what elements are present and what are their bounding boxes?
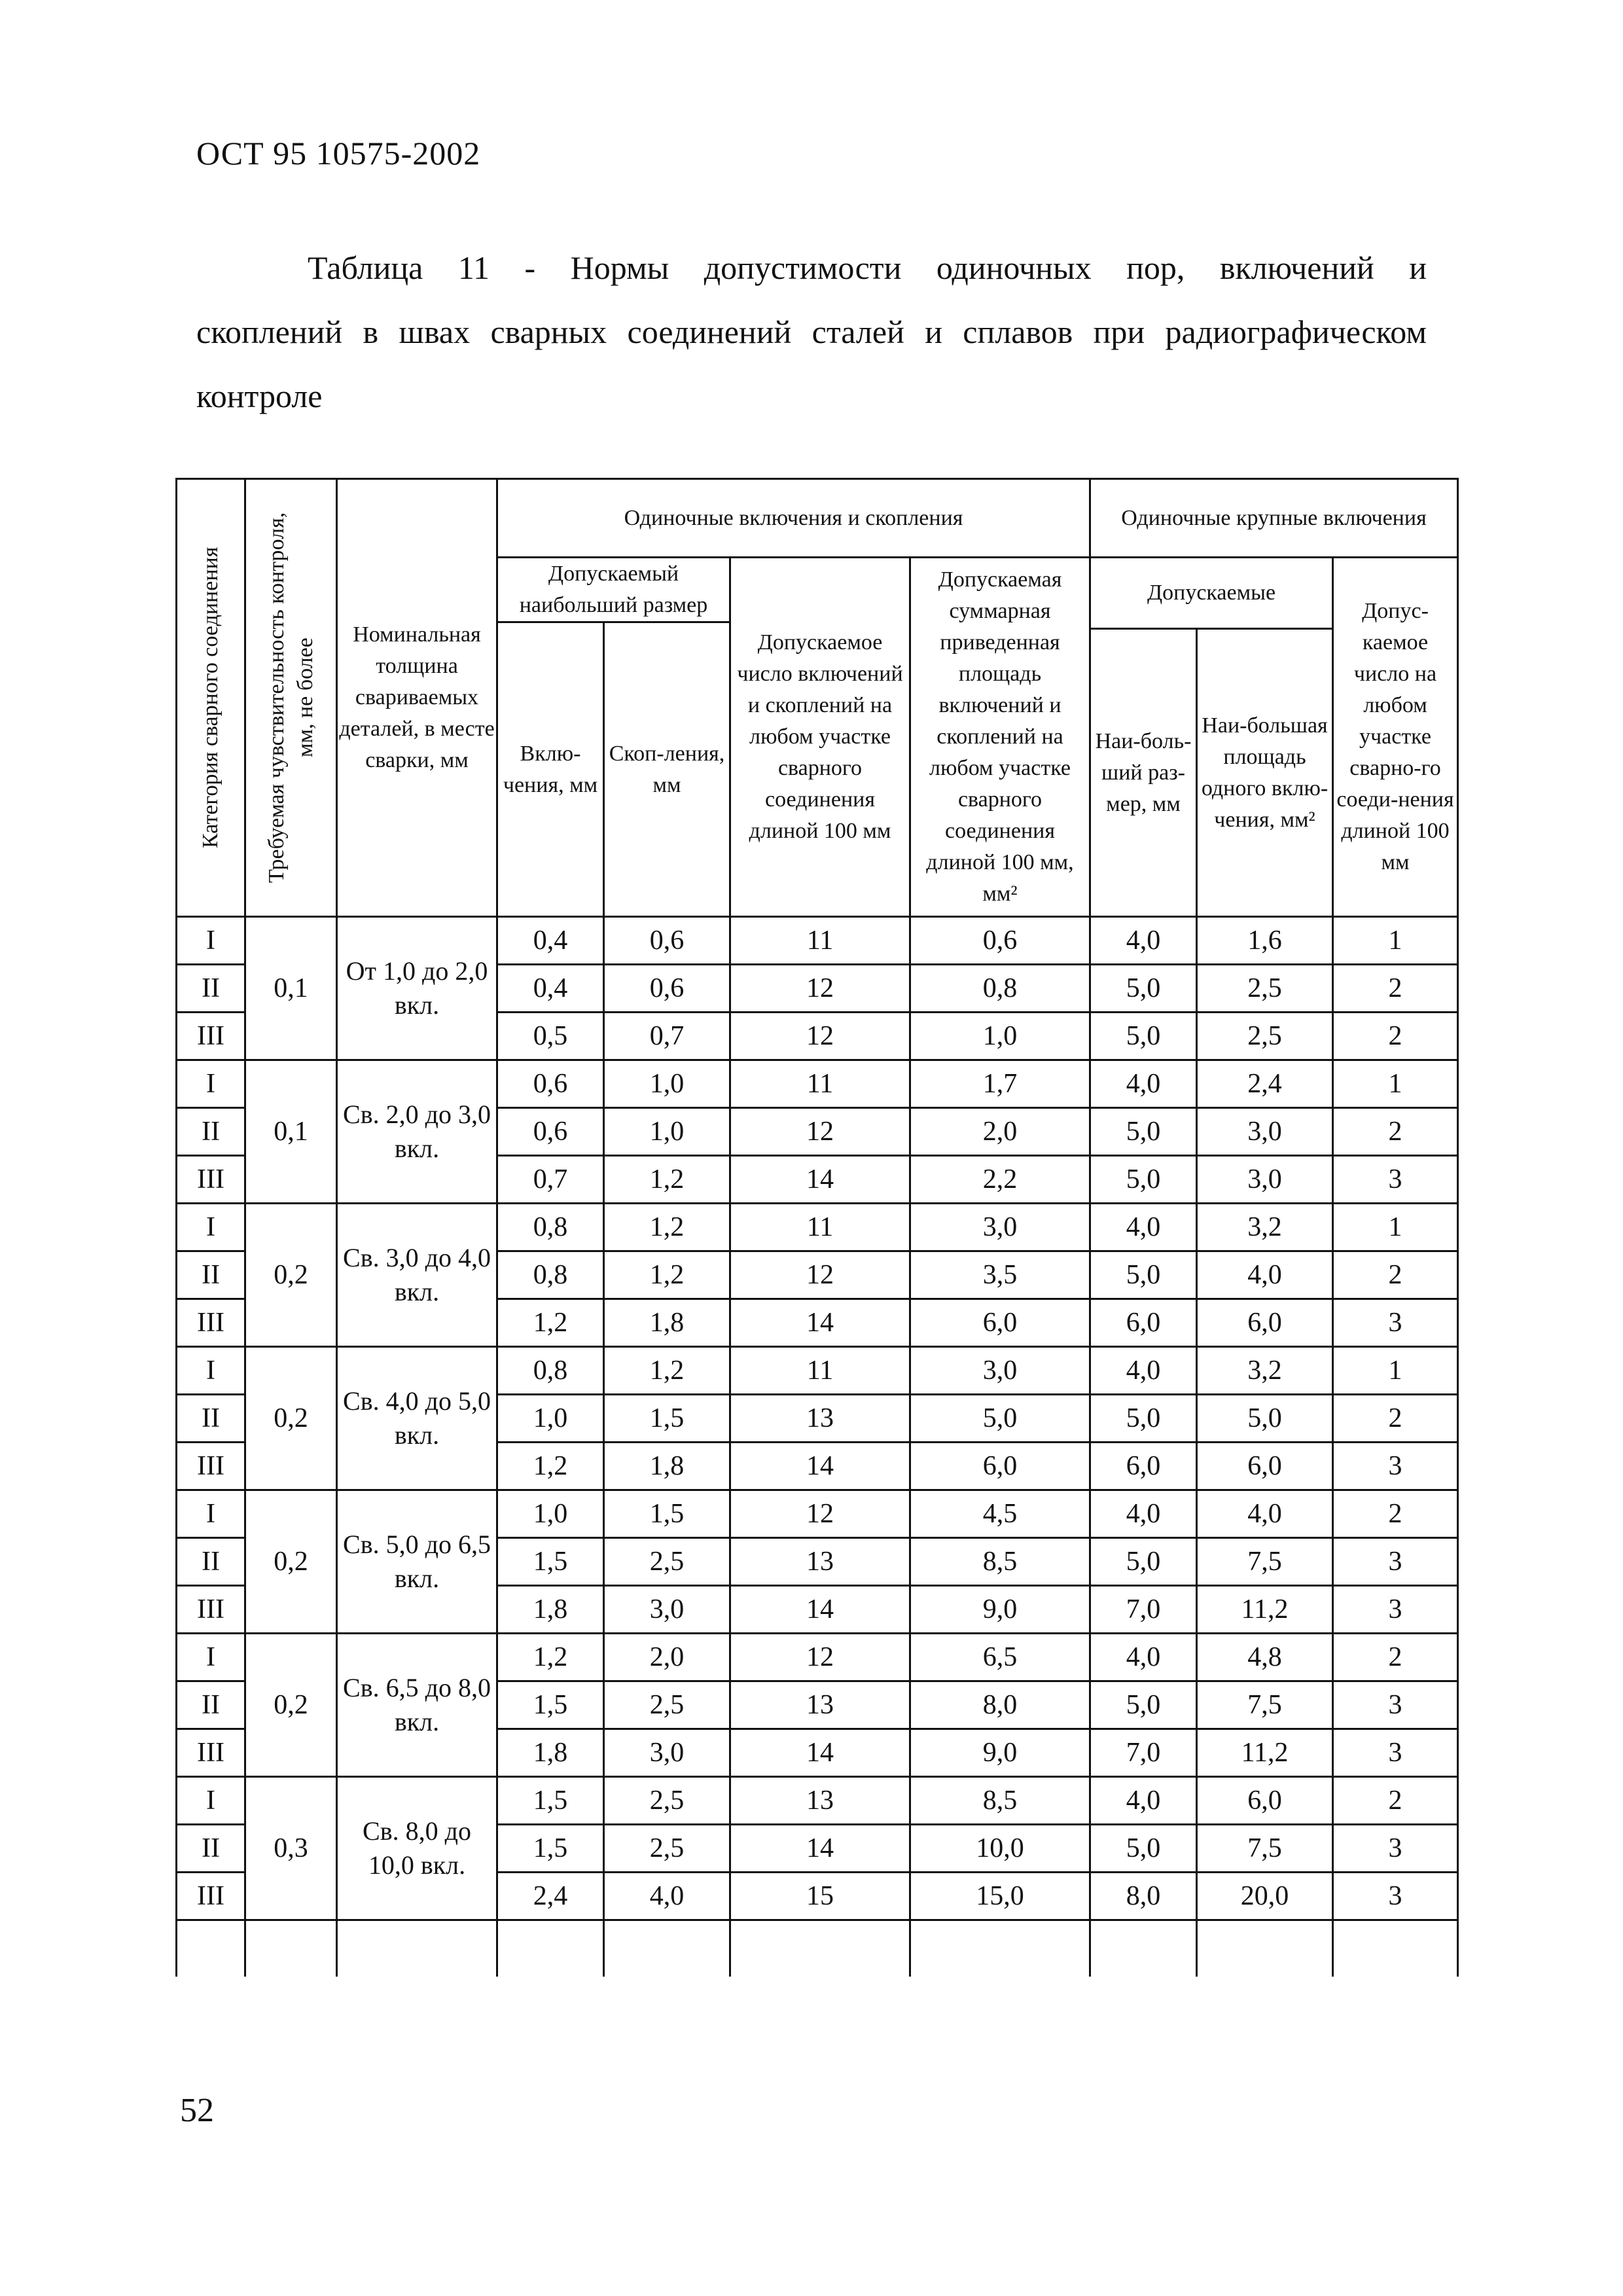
clusters-cell: 2,5 (604, 1681, 730, 1729)
category-cell: III (177, 1013, 245, 1060)
large-size-cell: 5,0 (1090, 1156, 1197, 1204)
sensitivity-cell: 0,2 (245, 1204, 337, 1347)
col-header-clusters: Скоп-ления, мм (604, 622, 730, 917)
clusters-cell: 0,7 (604, 1013, 730, 1060)
table-tail-cell (245, 1920, 337, 1977)
large-area-cell: 3,2 (1197, 1204, 1333, 1251)
thickness-cell: Св. 8,0 до 10,0 вкл. (337, 1777, 497, 1920)
clusters-cell: 3,0 (604, 1586, 730, 1634)
count-cell: 14 (730, 1729, 910, 1777)
clusters-cell: 2,5 (604, 1538, 730, 1586)
area-cell: 6,0 (910, 1299, 1090, 1347)
category-cell: III (177, 1586, 245, 1634)
category-cell: I (177, 1634, 245, 1681)
count-cell: 11 (730, 1060, 910, 1108)
thickness-cell: Св. 5,0 до 6,5 вкл. (337, 1490, 497, 1634)
inclusions-cell: 1,5 (497, 1538, 604, 1586)
large-count-cell: 3 (1333, 1156, 1458, 1204)
category-cell: III (177, 1156, 245, 1204)
inclusions-cell: 1,8 (497, 1729, 604, 1777)
area-cell: 0,8 (910, 965, 1090, 1013)
large-size-cell: 4,0 (1090, 1204, 1197, 1251)
large-size-cell: 7,0 (1090, 1729, 1197, 1777)
category-cell: I (177, 1347, 245, 1395)
area-cell: 10,0 (910, 1825, 1090, 1873)
large-area-cell: 1,6 (1197, 917, 1333, 965)
large-area-cell: 11,2 (1197, 1729, 1333, 1777)
clusters-cell: 1,0 (604, 1060, 730, 1108)
col-header-area: Допускаемая суммарная приведенная площадь включений и скоплений на любом участке сварного соединения длиной 100 мм, мм² (910, 558, 1090, 917)
col-header-large-area: Наи-большая площадь одного вклю-чения, мм² (1197, 629, 1333, 917)
inclusions-cell: 1,5 (497, 1825, 604, 1873)
large-count-cell: 1 (1333, 1060, 1458, 1108)
large-area-cell: 4,8 (1197, 1634, 1333, 1681)
thickness-cell: От 1,0 до 2,0 вкл. (337, 917, 497, 1060)
category-cell: I (177, 1060, 245, 1108)
inclusions-cell: 0,8 (497, 1251, 604, 1299)
inclusions-cell: 2,4 (497, 1873, 604, 1920)
category-header-text: Категория сварного соединения (198, 547, 223, 849)
area-cell: 9,0 (910, 1586, 1090, 1634)
clusters-cell: 1,0 (604, 1108, 730, 1156)
inclusions-cell: 1,2 (497, 1299, 604, 1347)
clusters-cell: 0,6 (604, 965, 730, 1013)
large-count-cell: 2 (1333, 1013, 1458, 1060)
large-size-cell: 4,0 (1090, 1777, 1197, 1825)
count-cell: 13 (730, 1777, 910, 1825)
inclusions-cell: 1,2 (497, 1443, 604, 1490)
large-count-cell: 2 (1333, 1251, 1458, 1299)
area-cell: 6,5 (910, 1634, 1090, 1681)
large-size-cell: 5,0 (1090, 1681, 1197, 1729)
large-area-cell: 6,0 (1197, 1777, 1333, 1825)
category-cell: III (177, 1299, 245, 1347)
table-row (177, 1777, 1458, 1825)
col-header-sensitivity (245, 479, 337, 917)
large-count-cell: 3 (1333, 1443, 1458, 1490)
count-cell: 12 (730, 1108, 910, 1156)
inclusions-cell: 1,8 (497, 1586, 604, 1634)
norms-table (175, 478, 1459, 1977)
clusters-cell: 4,0 (604, 1873, 730, 1920)
group-header-max-size: Допускаемый наибольший размер (497, 558, 730, 622)
inclusions-cell: 0,8 (497, 1347, 604, 1395)
large-size-cell: 6,0 (1090, 1443, 1197, 1490)
col-header-count: Допускаемое число включений и скоплений на любом участке сварного соединения длиной 100 мм (730, 558, 910, 917)
inclusions-cell: 1,5 (497, 1681, 604, 1729)
area-cell: 8,5 (910, 1538, 1090, 1586)
count-cell: 11 (730, 917, 910, 965)
clusters-cell: 1,5 (604, 1490, 730, 1538)
large-count-cell: 2 (1333, 965, 1458, 1013)
table-tail-cell (1197, 1920, 1333, 1977)
table-row (177, 1634, 1458, 1681)
area-cell: 3,5 (910, 1251, 1090, 1299)
large-area-cell: 7,5 (1197, 1538, 1333, 1586)
large-count-cell: 2 (1333, 1634, 1458, 1681)
area-cell: 2,2 (910, 1156, 1090, 1204)
area-cell: 1,0 (910, 1013, 1090, 1060)
count-cell: 12 (730, 1634, 910, 1681)
sensitivity-header-text: Требуемая чувствительность контроля, мм, не более (264, 512, 317, 884)
table-caption (196, 236, 1427, 428)
sensitivity-cell: 0,1 (245, 917, 337, 1060)
caption-line-1: Таблица 11 - Нормы допустимости одиночных пор, включений и (308, 249, 1427, 286)
category-cell: III (177, 1729, 245, 1777)
category-cell: II (177, 1825, 245, 1873)
large-size-cell: 4,0 (1090, 917, 1197, 965)
large-count-cell: 1 (1333, 1204, 1458, 1251)
large-size-cell: 6,0 (1090, 1299, 1197, 1347)
table-tail-cell (604, 1920, 730, 1977)
clusters-cell: 1,2 (604, 1347, 730, 1395)
large-size-cell: 7,0 (1090, 1586, 1197, 1634)
clusters-cell: 2,5 (604, 1777, 730, 1825)
count-cell: 13 (730, 1538, 910, 1586)
area-cell: 5,0 (910, 1395, 1090, 1443)
count-cell: 13 (730, 1681, 910, 1729)
thickness-cell: Св. 4,0 до 5,0 вкл. (337, 1347, 497, 1490)
table-row (177, 1490, 1458, 1538)
area-cell: 3,0 (910, 1204, 1090, 1251)
count-cell: 14 (730, 1156, 910, 1204)
large-area-cell: 6,0 (1197, 1299, 1333, 1347)
large-size-cell: 5,0 (1090, 1538, 1197, 1586)
large-area-cell: 2,5 (1197, 1013, 1333, 1060)
category-cell: II (177, 1251, 245, 1299)
inclusions-cell: 0,4 (497, 965, 604, 1013)
area-cell: 9,0 (910, 1729, 1090, 1777)
group-header-single: Одиночные включения и скопления (497, 479, 1090, 558)
large-area-cell: 4,0 (1197, 1251, 1333, 1299)
table-row (177, 1347, 1458, 1395)
count-cell: 12 (730, 1013, 910, 1060)
table-tail-row (177, 1920, 1458, 1977)
large-area-cell: 3,2 (1197, 1347, 1333, 1395)
table-tail-cell (1090, 1920, 1197, 1977)
large-size-cell: 5,0 (1090, 1013, 1197, 1060)
large-size-cell: 5,0 (1090, 1395, 1197, 1443)
count-cell: 12 (730, 1490, 910, 1538)
count-cell: 14 (730, 1586, 910, 1634)
category-cell: III (177, 1873, 245, 1920)
clusters-cell: 2,0 (604, 1634, 730, 1681)
area-cell: 2,0 (910, 1108, 1090, 1156)
sensitivity-cell: 0,1 (245, 1060, 337, 1204)
large-size-cell: 5,0 (1090, 1108, 1197, 1156)
table-tail-cell (337, 1920, 497, 1977)
category-cell: II (177, 1395, 245, 1443)
table-tail-cell (497, 1920, 604, 1977)
large-area-cell: 3,0 (1197, 1156, 1333, 1204)
caption-line-rest: скоплений в швах сварных соединений сталей и сплавов при радиографическом контроле (196, 314, 1427, 414)
category-cell: I (177, 1204, 245, 1251)
clusters-cell: 1,2 (604, 1251, 730, 1299)
area-cell: 8,0 (910, 1681, 1090, 1729)
area-cell: 3,0 (910, 1347, 1090, 1395)
category-cell: II (177, 1681, 245, 1729)
clusters-cell: 1,8 (604, 1443, 730, 1490)
thickness-cell: Св. 3,0 до 4,0 вкл. (337, 1204, 497, 1347)
inclusions-cell: 1,5 (497, 1777, 604, 1825)
large-area-cell: 20,0 (1197, 1873, 1333, 1920)
count-cell: 11 (730, 1347, 910, 1395)
large-count-cell: 3 (1333, 1538, 1458, 1586)
count-cell: 14 (730, 1825, 910, 1873)
large-size-cell: 5,0 (1090, 965, 1197, 1013)
large-count-cell: 3 (1333, 1729, 1458, 1777)
large-area-cell: 2,4 (1197, 1060, 1333, 1108)
category-cell: I (177, 917, 245, 965)
sensitivity-cell: 0,2 (245, 1634, 337, 1777)
inclusions-cell: 0,8 (497, 1204, 604, 1251)
clusters-cell: 3,0 (604, 1729, 730, 1777)
large-count-cell: 3 (1333, 1825, 1458, 1873)
category-cell: I (177, 1777, 245, 1825)
area-cell: 6,0 (910, 1443, 1090, 1490)
col-header-thickness: Номинальная толщина свариваемых деталей, в месте сварки, мм (337, 479, 497, 917)
count-cell: 15 (730, 1873, 910, 1920)
clusters-cell: 1,8 (604, 1299, 730, 1347)
count-cell: 14 (730, 1299, 910, 1347)
large-size-cell: 4,0 (1090, 1060, 1197, 1108)
large-count-cell: 3 (1333, 1873, 1458, 1920)
large-size-cell: 4,0 (1090, 1347, 1197, 1395)
table-tail-cell (910, 1920, 1090, 1977)
large-area-cell: 3,0 (1197, 1108, 1333, 1156)
large-size-cell: 5,0 (1090, 1825, 1197, 1873)
sensitivity-cell: 0,3 (245, 1777, 337, 1920)
clusters-cell: 1,2 (604, 1156, 730, 1204)
inclusions-cell: 0,6 (497, 1060, 604, 1108)
area-cell: 8,5 (910, 1777, 1090, 1825)
table-tail-cell (730, 1920, 910, 1977)
large-count-cell: 1 (1333, 1347, 1458, 1395)
large-area-cell: 7,5 (1197, 1825, 1333, 1873)
large-size-cell: 4,0 (1090, 1634, 1197, 1681)
group-header-large: Одиночные крупные включения (1090, 479, 1458, 558)
sensitivity-cell: 0,2 (245, 1490, 337, 1634)
clusters-cell: 1,5 (604, 1395, 730, 1443)
count-cell: 12 (730, 1251, 910, 1299)
group-header-allowed: Допускаемые (1090, 558, 1333, 629)
large-count-cell: 2 (1333, 1777, 1458, 1825)
large-area-cell: 2,5 (1197, 965, 1333, 1013)
document-code: ОСТ 95 10575-2002 (196, 135, 481, 171)
large-size-cell: 4,0 (1090, 1490, 1197, 1538)
thickness-cell: Св. 2,0 до 3,0 вкл. (337, 1060, 497, 1204)
table-row (177, 1060, 1458, 1108)
category-cell: II (177, 1108, 245, 1156)
large-size-cell: 5,0 (1090, 1251, 1197, 1299)
clusters-cell: 1,2 (604, 1204, 730, 1251)
col-header-large-size: Наи-боль-ший раз-мер, мм (1090, 629, 1197, 917)
col-header-large-count: Допус-каемое число на любом участке сварно-го соеди-нения длиной 100 мм (1333, 558, 1458, 917)
count-cell: 13 (730, 1395, 910, 1443)
count-cell: 12 (730, 965, 910, 1013)
sensitivity-cell: 0,2 (245, 1347, 337, 1490)
large-count-cell: 1 (1333, 917, 1458, 965)
large-count-cell: 3 (1333, 1586, 1458, 1634)
inclusions-cell: 0,6 (497, 1108, 604, 1156)
inclusions-cell: 1,0 (497, 1490, 604, 1538)
inclusions-cell: 1,2 (497, 1634, 604, 1681)
large-size-cell: 8,0 (1090, 1873, 1197, 1920)
category-cell: I (177, 1490, 245, 1538)
inclusions-cell: 0,5 (497, 1013, 604, 1060)
area-cell: 0,6 (910, 917, 1090, 965)
thickness-cell: Св. 6,5 до 8,0 вкл. (337, 1634, 497, 1777)
large-count-cell: 3 (1333, 1299, 1458, 1347)
page-number: 52 (180, 2092, 214, 2129)
area-cell: 15,0 (910, 1873, 1090, 1920)
table-tail-cell (177, 1920, 245, 1977)
col-header-category (177, 479, 245, 917)
table-body (177, 917, 1458, 1977)
area-cell: 4,5 (910, 1490, 1090, 1538)
norms-table-wrapper (175, 478, 1457, 1977)
clusters-cell: 2,5 (604, 1825, 730, 1873)
large-area-cell: 11,2 (1197, 1586, 1333, 1634)
large-count-cell: 3 (1333, 1681, 1458, 1729)
count-cell: 11 (730, 1204, 910, 1251)
large-count-cell: 2 (1333, 1490, 1458, 1538)
inclusions-cell: 0,7 (497, 1156, 604, 1204)
inclusions-cell: 1,0 (497, 1395, 604, 1443)
large-count-cell: 2 (1333, 1395, 1458, 1443)
large-area-cell: 7,5 (1197, 1681, 1333, 1729)
large-area-cell: 4,0 (1197, 1490, 1333, 1538)
inclusions-cell: 0,4 (497, 917, 604, 965)
large-count-cell: 2 (1333, 1108, 1458, 1156)
category-cell: III (177, 1443, 245, 1490)
category-cell: II (177, 965, 245, 1013)
table-row (177, 917, 1458, 965)
count-cell: 14 (730, 1443, 910, 1490)
large-area-cell: 5,0 (1197, 1395, 1333, 1443)
col-header-inclusions: Вклю-чения, мм (497, 622, 604, 917)
table-tail-cell (1333, 1920, 1458, 1977)
clusters-cell: 0,6 (604, 917, 730, 965)
large-area-cell: 6,0 (1197, 1443, 1333, 1490)
area-cell: 1,7 (910, 1060, 1090, 1108)
category-cell: II (177, 1538, 245, 1586)
table-row (177, 1204, 1458, 1251)
